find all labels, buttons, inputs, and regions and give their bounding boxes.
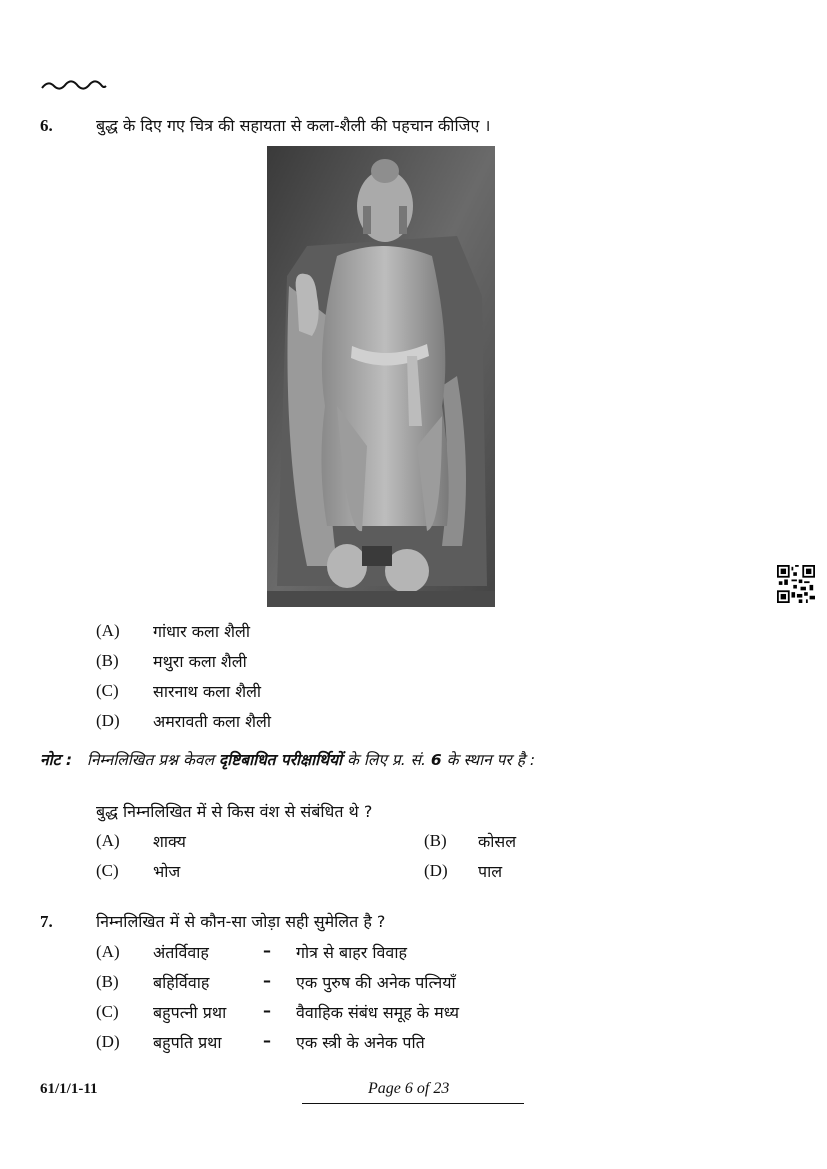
q7-option-b-dash: –: [263, 971, 271, 990]
q7-option-c-left: बहुपत्नी प्रथा: [153, 1003, 227, 1022]
q6-question: बुद्ध के दिए गए चित्र की सहायता से कला-शैली की पहचान कीजिए ।: [96, 116, 491, 135]
q7-option-c-right: वैवाहिक संबंध समूह के मध्य: [296, 1003, 460, 1022]
q7-option-d-dash: –: [263, 1031, 271, 1050]
q7-option-a-left: अंतर्विवाह: [153, 943, 209, 962]
q6-option-d-label: (D): [96, 711, 120, 730]
q6-option-c-text: सारनाथ कला शैली: [153, 682, 262, 701]
alt-question: बुद्ध निम्नलिखित में से किस वंश से संबंधित थे ?: [96, 802, 373, 821]
q7-option-d-right: एक स्त्री के अनेक पति: [296, 1033, 425, 1052]
q6-number: 6.: [40, 116, 53, 135]
page-number: Page 6 of 23: [368, 1080, 450, 1097]
paper-code: 61/1/1-11: [40, 1081, 98, 1097]
note-text-middle: के लिए प्र. सं.: [347, 751, 426, 769]
q7-option-b-left: बहिर्विवाह: [153, 973, 210, 992]
q7-option-c-label: (C): [96, 1002, 119, 1021]
alt-option-b-label: (B): [424, 831, 447, 850]
note-text-before: निम्नलिखित प्रश्न केवल: [86, 751, 214, 769]
q7-option-a-label: (A): [96, 942, 120, 961]
q7-question: निम्नलिखित में से कौन-सा जोड़ा सही सुमेलित है ?: [96, 912, 386, 931]
note-line: [40, 748, 535, 770]
alt-option-d-text: पाल: [478, 862, 503, 881]
note-text-after: के स्थान पर है :: [446, 751, 536, 769]
q7-option-b-label: (B): [96, 972, 119, 991]
q7-option-d-left: बहुपति प्रथा: [153, 1033, 222, 1052]
q7-option-d-label: (D): [96, 1032, 120, 1051]
q6-option-a-label: (A): [96, 621, 120, 640]
q6-option-d-text: अमरावती कला शैली: [153, 712, 271, 731]
note-bold-number: 6: [430, 751, 442, 769]
q7-option-a-dash: –: [263, 941, 271, 960]
wave-ornament-icon: [40, 78, 108, 92]
alt-option-c-text: भोज: [153, 862, 181, 881]
q7-option-b-right: एक पुरुष की अनेक पत्नियाँ: [296, 973, 456, 992]
alt-option-a-label: (A): [96, 831, 120, 850]
q6-option-b-text: मथुरा कला शैली: [153, 652, 247, 671]
footer-underline: [302, 1103, 524, 1104]
alt-option-d-label: (D): [424, 861, 448, 880]
q6-option-a-text: गांधार कला शैली: [153, 622, 251, 641]
note-prefix: नोट :: [40, 751, 73, 769]
buddha-statue-image: [267, 146, 495, 607]
alt-option-b-text: कोसल: [478, 832, 517, 851]
note-bold-text: दृष्टिबाधित परीक्षार्थियों: [218, 751, 343, 769]
q6-option-c-label: (C): [96, 681, 119, 700]
q6-option-b-label: (B): [96, 651, 119, 670]
alt-option-c-label: (C): [96, 861, 119, 880]
qr-code-icon: [777, 565, 815, 603]
q7-option-a-right: गोत्र से बाहर विवाह: [296, 943, 407, 962]
q7-option-c-dash: –: [263, 1001, 271, 1020]
alt-option-a-text: शाक्य: [153, 832, 186, 851]
q7-number: 7.: [40, 912, 53, 931]
